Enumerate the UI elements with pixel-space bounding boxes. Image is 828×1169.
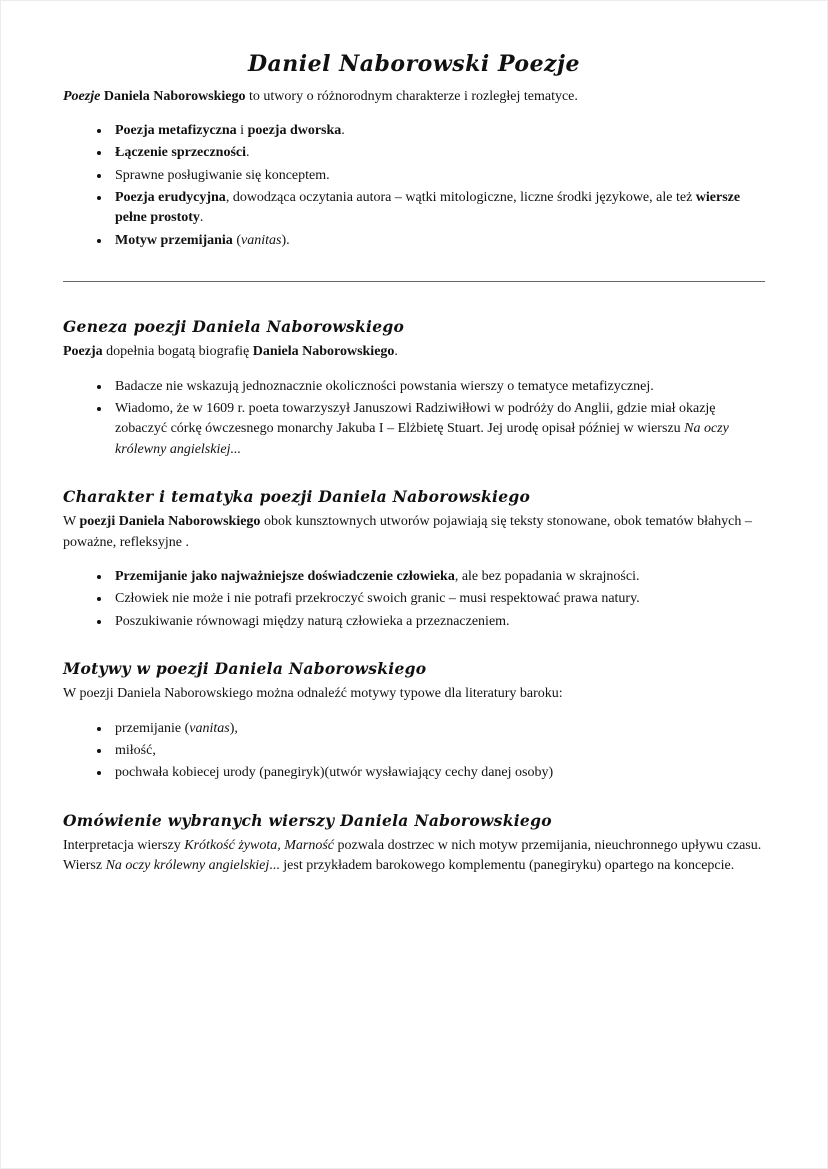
section-bullet-list — [63, 719, 765, 784]
section-paragraph: W poezji Daniela Naborowskiego obok kunsztownych utworów pojawiają się teksty stonowane, obok tematów błahych – poważne, refleksyjne . — [63, 514, 752, 550]
section-bullet-list — [63, 567, 765, 632]
section-heading: Charakter i tematyka poezji Daniela Naborowskiego — [63, 486, 531, 506]
list-item: • Poezja metafizyczna i poezja dworska. — [111, 121, 765, 141]
list-item: • Poszukiwanie równowagi między naturą człowieka a przeznaczeniem. — [111, 612, 765, 632]
list-item: • Motyw przemijania (vanitas). — [111, 231, 765, 251]
section-divider — [63, 281, 765, 282]
section-motywy — [63, 658, 765, 784]
list-item: • pochwała kobiecej urody (panegiryk)(utwór wysławiający cechy danej osoby) — [111, 763, 765, 783]
intro-paragraph: Poezje Daniela Naborowskiego to utwory o różnorodnym charakterze i rozległej tematyce. — [63, 88, 578, 104]
list-item: • Badacze nie wskazują jednoznacznie okoliczności powstania wierszy o tematyce metafizycznej. — [111, 377, 765, 397]
list-item: • Łączenie sprzeczności. — [111, 143, 765, 163]
list-item: • Człowiek nie może i nie potrafi przekroczyć swoich granic – musi respektować prawa natury. — [111, 589, 765, 609]
section-heading: Motywy w poezji Daniela Naborowskiego — [63, 658, 427, 678]
list-item: • Przemijanie jako najważniejsze doświadczenie człowieka, ale bez popadania w skrajności. — [111, 567, 765, 587]
intro-bullet-list — [63, 121, 765, 251]
section-omowienie — [63, 810, 765, 877]
section-geneza — [63, 316, 765, 460]
list-item: • miłość, — [111, 741, 765, 761]
section-bullet-list — [63, 377, 765, 460]
section-paragraph: Poezja dopełnia bogatą biografię Daniela Naborowskiego. — [63, 344, 398, 360]
section-paragraph: Interpretacja wierszy Krótkość żywota, Marność pozwala dostrzec w nich motyw przemijania, nieuchronnego upływu czasu. Wiersz Na oczy królewny angielskiej... jest przykładem barokowego komplementu (panegiryku) opartego na koncepcie. — [63, 838, 762, 874]
list-item: • Sprawne posługiwanie się konceptem. — [111, 166, 765, 186]
document-title: Daniel Naborowski Poezje — [247, 51, 581, 77]
section-heading: Omówienie wybranych wierszy Daniela Naborowskiego — [63, 810, 552, 830]
section-paragraph: W poezji Daniela Naborowskiego można odnaleźć motywy typowe dla literatury baroku: — [63, 686, 563, 702]
list-item: • przemijanie (vanitas), — [111, 719, 765, 739]
section-heading: Geneza poezji Daniela Naborowskiego — [63, 316, 405, 336]
list-item: • Poezja erudycyjna, dowodząca oczytania autora – wątki mitologiczne, liczne środki językowe, ale też wiersze pełne prostoty. — [111, 188, 765, 229]
section-charakter — [63, 486, 765, 632]
list-item: • Wiadomo, że w 1609 r. poeta towarzyszył Januszowi Radziwiłłowi w podróży do Anglii, gdzie miał okazję zobaczyć córkę ówczesnego monarchy Jakuba I – Elżbietę Stuart. Jej urodę opisał później w wierszu Na oczy królewny angielskiej... — [111, 399, 765, 460]
